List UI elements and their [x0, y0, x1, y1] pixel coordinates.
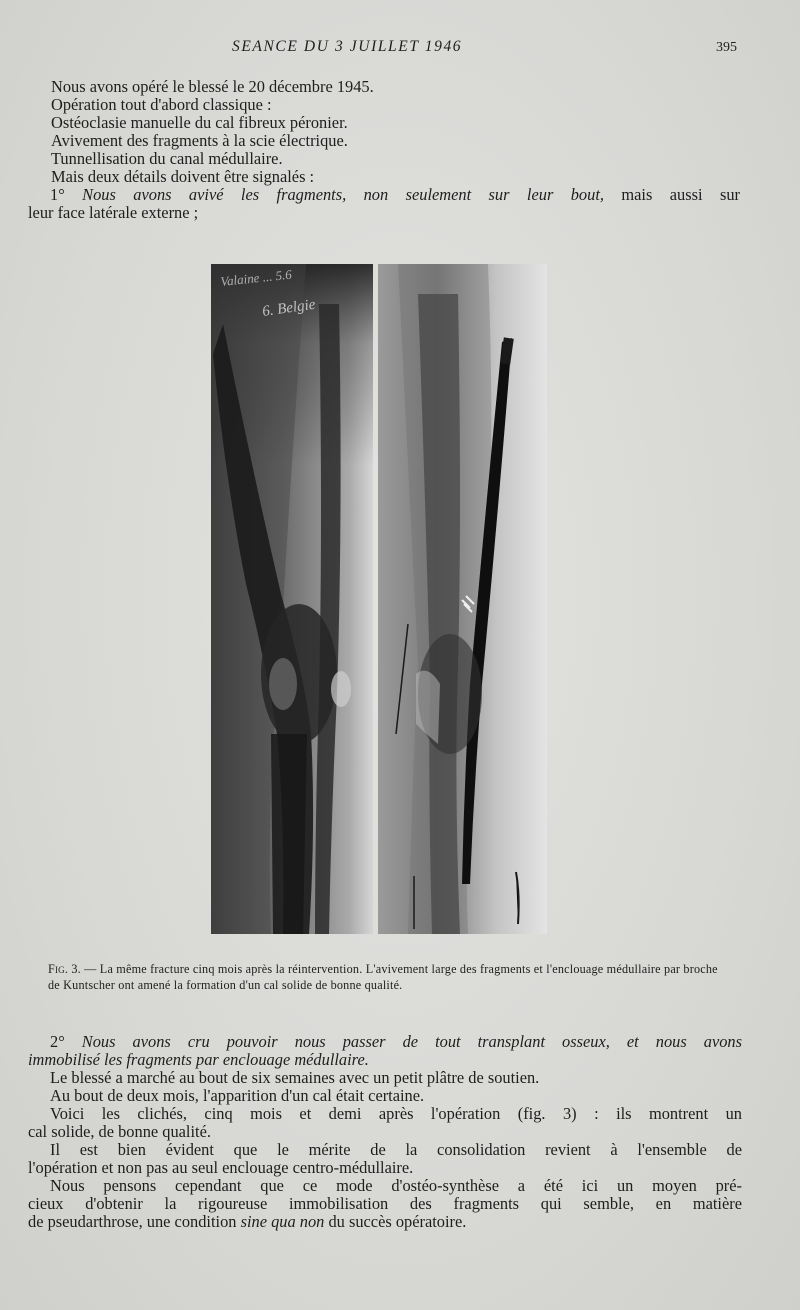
paragraph-walk: Le blessé a marché au bout de six semaines avec un petit plâtre de soutien. — [50, 1068, 540, 1087]
paragraph-conclusion-c — [28, 1213, 742, 1231]
text-line: Tunnellisation du canal médullaire. — [51, 149, 283, 168]
paragraph-merit-a: Il est bien évident que le mérite de la consolidation revient à l'ensemble de — [50, 1140, 742, 1159]
point-one-line — [28, 186, 740, 204]
paragraph-merit-b: l'opération et non pas au seul enclouage centro-médullaire. — [28, 1158, 414, 1177]
handwriting-line-1: Valaine ... 5.6 — [219, 266, 293, 289]
paragraph-conclusion-b: cieux d'obtenir la rigoureuse immobilisation des fragments qui semble, en matière — [28, 1194, 742, 1213]
point-two-line-1 — [28, 1033, 742, 1051]
radiograph-left-image — [211, 264, 373, 934]
point-two-line-2 — [28, 1051, 742, 1069]
conclusion-c-part-1: de pseudarthrose, une condition — [28, 1212, 241, 1231]
point-two-number: 2° — [50, 1032, 65, 1051]
conclusion-c-part-2: du succès opératoire. — [324, 1212, 467, 1231]
paragraph-conclusion-a: Nous pensons cependant que ce mode d'ostéo-synthèse a été ici un moyen pré- — [50, 1176, 742, 1195]
point-one-rest: mais aussi sur — [603, 185, 740, 204]
bottom-text-block — [28, 1033, 742, 1231]
point-one-italic: Nous avons avivé les fragments, non seulement sur leur bout, — [82, 185, 604, 204]
radiograph-left — [211, 264, 373, 934]
top-text-block — [51, 78, 741, 186]
text-line: Ostéoclasie manuelle du cal fibreux péronier. — [51, 113, 348, 132]
caption-text: — La même fracture cinq mois après la réintervention. L'avivement large des fragments et l'enclouage médullaire par broche de Kuntscher ont amené la formation d'un cal solide de bonne qualité. — [48, 962, 718, 992]
point-two-italic-1: Nous avons cru pouvoir nous passer de tout transplant osseux, et nous avons — [81, 1032, 742, 1051]
paragraph-two-months: Au bout de deux mois, l'apparition d'un cal était certaine. — [50, 1086, 425, 1105]
text-line: Mais deux détails doivent être signalés : — [51, 167, 315, 186]
radiograph-right — [378, 264, 547, 934]
page-number: 395 — [716, 40, 737, 55]
radiograph-figure — [211, 264, 547, 934]
point-one-number: 1° — [50, 185, 65, 204]
text-line: Opération tout d'abord classique : — [51, 95, 272, 114]
running-title: SEANCE DU 3 JUILLET 1946 — [232, 38, 463, 55]
caption-label: Fig. 3. — [48, 962, 81, 976]
point-one-paragraph — [28, 186, 740, 222]
paragraph-cliches-a: Voici les clichés, cinq mois et demi après l'opération (fig. 3) : ils montrent un — [50, 1104, 742, 1123]
text-line: Avivement des fragments à la scie électrique. — [51, 131, 348, 150]
point-two-italic-2: immobilisé les fragments par enclouage médullaire. — [28, 1050, 369, 1069]
paragraph-cliches-b: cal solide, de bonne qualité. — [28, 1122, 211, 1141]
text-line: Nous avons opéré le blessé le 20 décembre 1945. — [51, 77, 374, 96]
figure-caption — [48, 962, 728, 993]
point-one-continuation: leur face latérale externe ; — [28, 203, 199, 222]
conclusion-c-italic: sine qua non — [240, 1212, 325, 1231]
radiograph-right-image — [378, 264, 547, 934]
handwriting-line-2: 6. Belgie — [261, 296, 317, 320]
